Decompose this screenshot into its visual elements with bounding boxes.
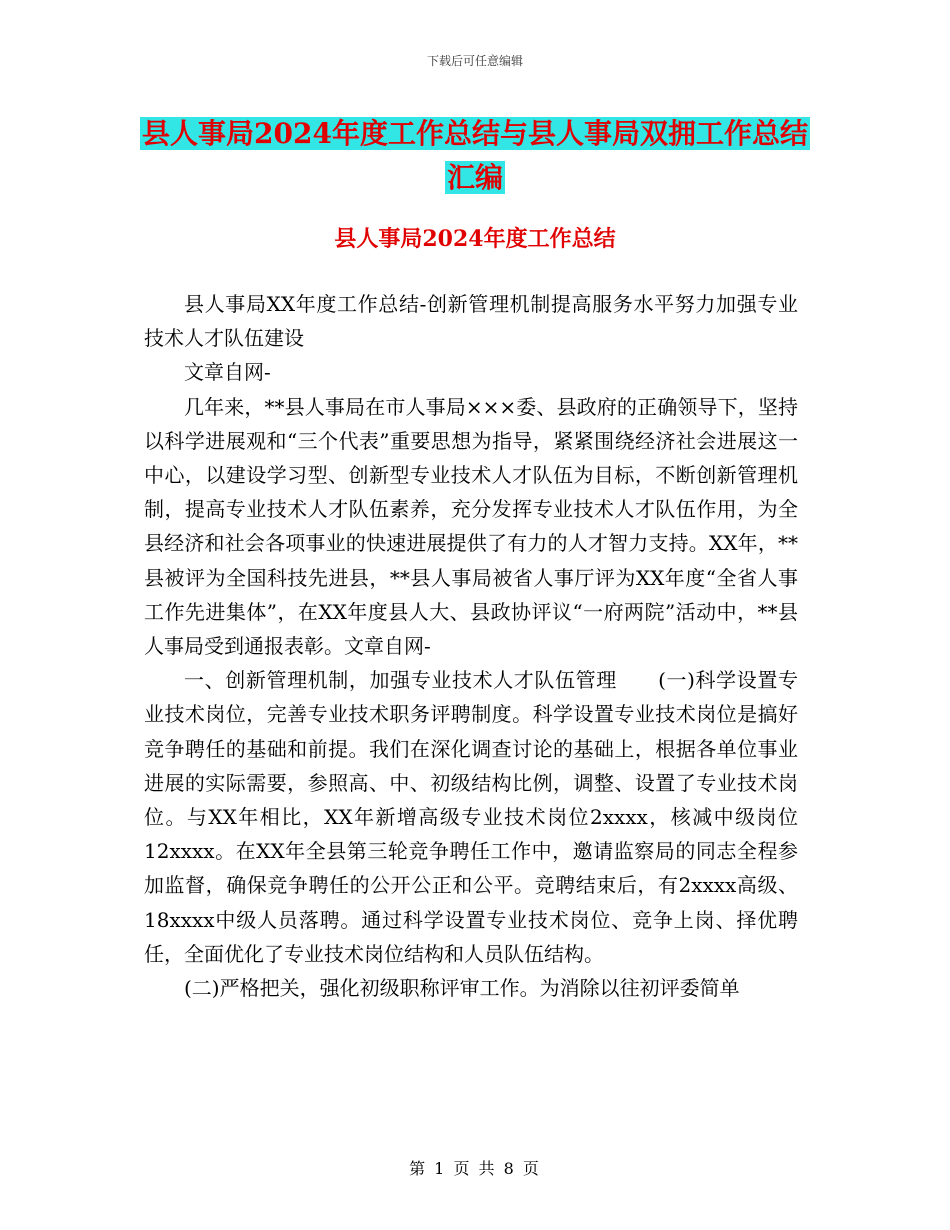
- paragraph: (二)严格把关，强化初级职称评审工作。为消除以往初评委简单: [184, 976, 740, 1001]
- paragraph: 县人事局XX年度工作总结-创新管理机制提高服务水平努力加强专业技术人才队伍建设: [144, 292, 798, 351]
- page-header-note: 下载后可任意编辑: [426, 54, 523, 68]
- title-line-2: 汇编: [446, 161, 503, 194]
- title-line-1: 县人事局2024年度工作总结与县人事局双拥工作总结: [142, 117, 808, 150]
- section-title: 县人事局2024年度工作总结: [334, 226, 616, 252]
- paragraph: 几年来，**县人事局在市人事局×××委、县政府的正确领导下，坚持以科学进展观和“三个代表”重要思想为指导，紧紧围绕经济社会进展这一中心，以建设学习型、创新型专业技术人才队伍为目标，不断创新管理机制，提高专业技术人才队伍素养，充分发挥专业技术人才队伍作用，为全县经济和社会各项事业的快速进展提供了有力的人才智力支持。XX年，**县被评为全国科技先进县，**县人事局被省人事厅评为XX年度“全省人事工作先进集体”，在XX年度县人大、县政协评议“一府两院”活动中，**县人事局受到通报表彰。文章自网-: [144, 394, 798, 659]
- paragraph: 一、创新管理机制，加强专业技术人才队伍管理 (一)科学设置专业技术岗位，完善专业技术职务评聘制度。科学设置专业技术岗位是搞好竞争聘任的基础和前提。我们在深化调查讨论的基础上，根据各单位事业进展的实际需要，参照高、中、初级结构比例，调整、设置了专业技术岗位。与XX年相比，XX年新增高级专业技术岗位2xxxx，核减中级岗位12xxxx。在XX年全县第三轮竞争聘任工作中，邀请监察局的同志全程参加监督，确保竞争聘任的公开公正和公平。竞聘结束后，有2xxxx高级、18xxxx中级人员落聘。通过科学设置专业技术岗位、竞争上岗、择优聘任，全面优化了专业技术岗位结构和人员队伍结构。: [144, 668, 798, 966]
- document-title: [120, 112, 830, 200]
- page-footer: 第 1 页 共 8 页: [409, 1159, 541, 1178]
- paragraph: 文章自网-: [184, 360, 271, 385]
- document-body: [144, 287, 798, 1005]
